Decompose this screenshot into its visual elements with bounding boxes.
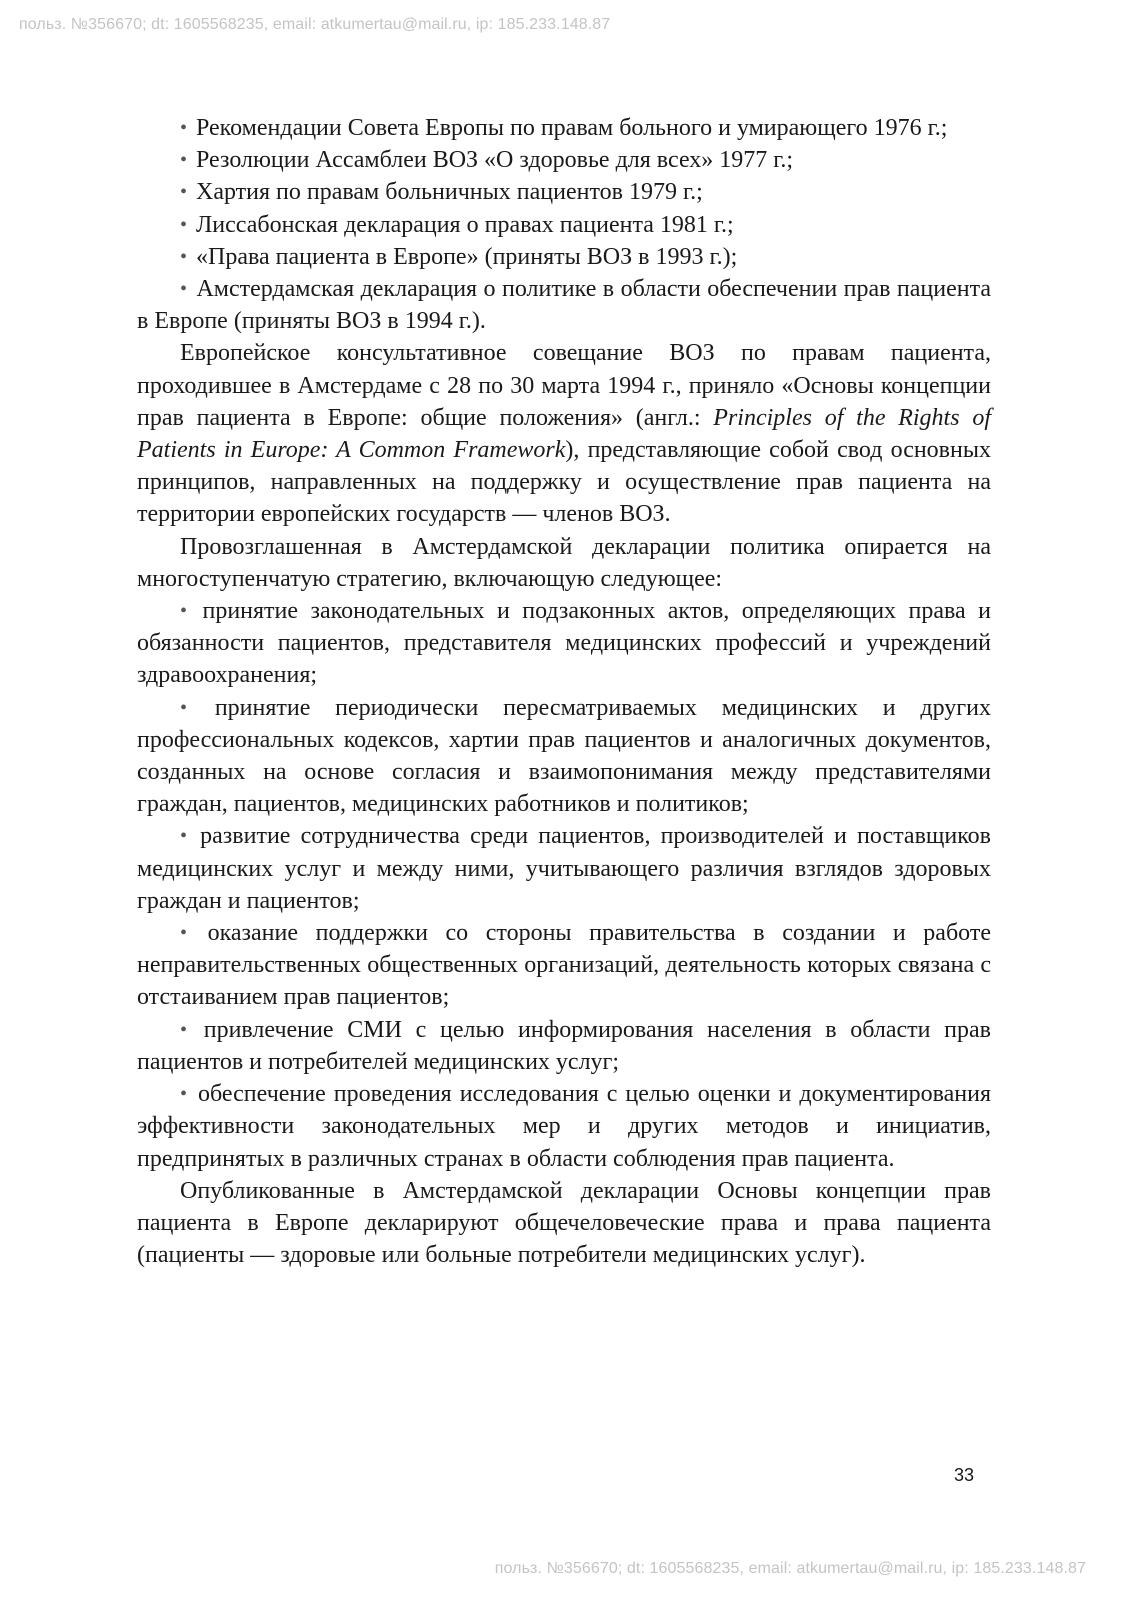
list-item	[137, 595, 991, 692]
english-title: Principles of the Rights of Patients in Europe: A Common Framework	[137, 404, 991, 464]
list-item	[137, 241, 991, 273]
bullet-icon: •	[180, 696, 188, 719]
bullet-icon: •	[180, 213, 188, 236]
list-item-text: Хартия по правам больничных пациентов 1979 г.;	[196, 179, 703, 206]
list-item	[137, 692, 991, 821]
bullet-icon: •	[180, 1083, 188, 1106]
watermark-top: польз. №356670; dt: 1605568235, email: atkumertau@mail.ru, ip: 185.233.148.87	[19, 16, 611, 33]
bullet-icon: •	[180, 117, 188, 139]
bullet-icon: •	[180, 278, 188, 301]
paragraph-conclusion: Опубликованные в Амстердамской декларации Основы концепции прав пациента в Европе декларируют общечеловеческие права и права пациента (пациенты — здоровые или больные потребители медицинских услуг).	[137, 1177, 991, 1269]
paragraph-text: Европейское консультативное совещание ВОЗ по правам пациента, проходившее в Амстердаме с 28 по 30 марта 1994 г., приняло «Основы концепции прав пациента в Европе: общие положения» (англ.:	[137, 340, 991, 431]
list-item	[137, 917, 991, 1014]
list-item-text: Амстердамская декларация о политике в области обеспечении прав пациента в Европе (приняты ВОЗ в 1994 г.).	[137, 276, 991, 335]
paragraph-text: ), представляющие собой свод основных принципов, направленных на поддержку и осуществление прав пациента на территории европейских государств — членов ВОЗ.	[137, 437, 991, 528]
list-item-text: развитие сотрудничества среди пациентов, производителей и поставщиков медицинских услуг и между ними, учитывающего различия взглядов здоровых граждан и пациентов;	[137, 823, 992, 914]
list-item-text: Рекомендации Совета Европы по правам больного и умирающего 1976 г.;	[196, 115, 948, 141]
list-item	[137, 209, 991, 241]
list-item-text: принятие законодательных и подзаконных актов, определяющих права и обязанности пациентов, представителя медицинских профессий и учреждений здравоохранения;	[137, 598, 991, 689]
list-item-text: принятие периодически пересматриваемых медицинских и других профессиональных кодексов, хартии прав пациентов и аналогичных документов, созданных на основе согласия и взаимопонимания между представителями граждан, пациентов, медицинских работников и политиков;	[137, 694, 991, 818]
bullet-icon: •	[180, 600, 188, 623]
bullet-icon: •	[180, 149, 188, 172]
list-item-text: Лиссабонская декларация о правах пациента 1981 г.;	[196, 211, 734, 238]
list-item-text: привлечение СМИ с целью информирования населения в области прав пациентов и потребителей медицинских услуг;	[137, 1016, 991, 1075]
list-item	[137, 112, 991, 144]
list-item	[137, 820, 991, 917]
bullet-icon: •	[180, 181, 188, 204]
list-item	[137, 273, 991, 337]
page-number: 33	[954, 1465, 975, 1485]
list-item	[137, 1014, 991, 1078]
list-item	[137, 1078, 991, 1175]
list-item	[137, 144, 991, 176]
paragraph-consultation	[137, 337, 991, 530]
list-item	[137, 176, 991, 208]
list-item-text: обеспечение проведения исследования с целью оценки и документирования эффективности законодательных мер и других методов и инициатив, предпринятых в различных странах в области соблюдения прав пациента.	[137, 1081, 992, 1172]
bullet-icon: •	[180, 245, 188, 268]
page-body	[137, 112, 991, 1271]
bullet-icon: •	[180, 922, 188, 945]
list-item-text: «Права пациента в Европе» (приняты ВОЗ в 1993 г.);	[196, 243, 738, 270]
paragraph-strategy-intro: Провозглашенная в Амстердамской декларации политика опирается на многоступенчатую стратегию, включающую следующее:	[137, 533, 991, 592]
watermark-bottom: польз. №356670; dt: 1605568235, email: atkumertau@mail.ru, ip: 185.233.148.87	[494, 1560, 1086, 1577]
bullet-icon: •	[180, 1018, 188, 1041]
list-item-text: Резолюции Ассамблеи ВОЗ «О здоровье для всех» 1977 г.;	[196, 147, 794, 174]
list-item-text: оказание поддержки со стороны правительства в создании и работе неправительственных общественных организаций, деятельность которых связана с отстаиванием прав пациентов;	[137, 920, 991, 1011]
bullet-icon: •	[180, 825, 188, 848]
